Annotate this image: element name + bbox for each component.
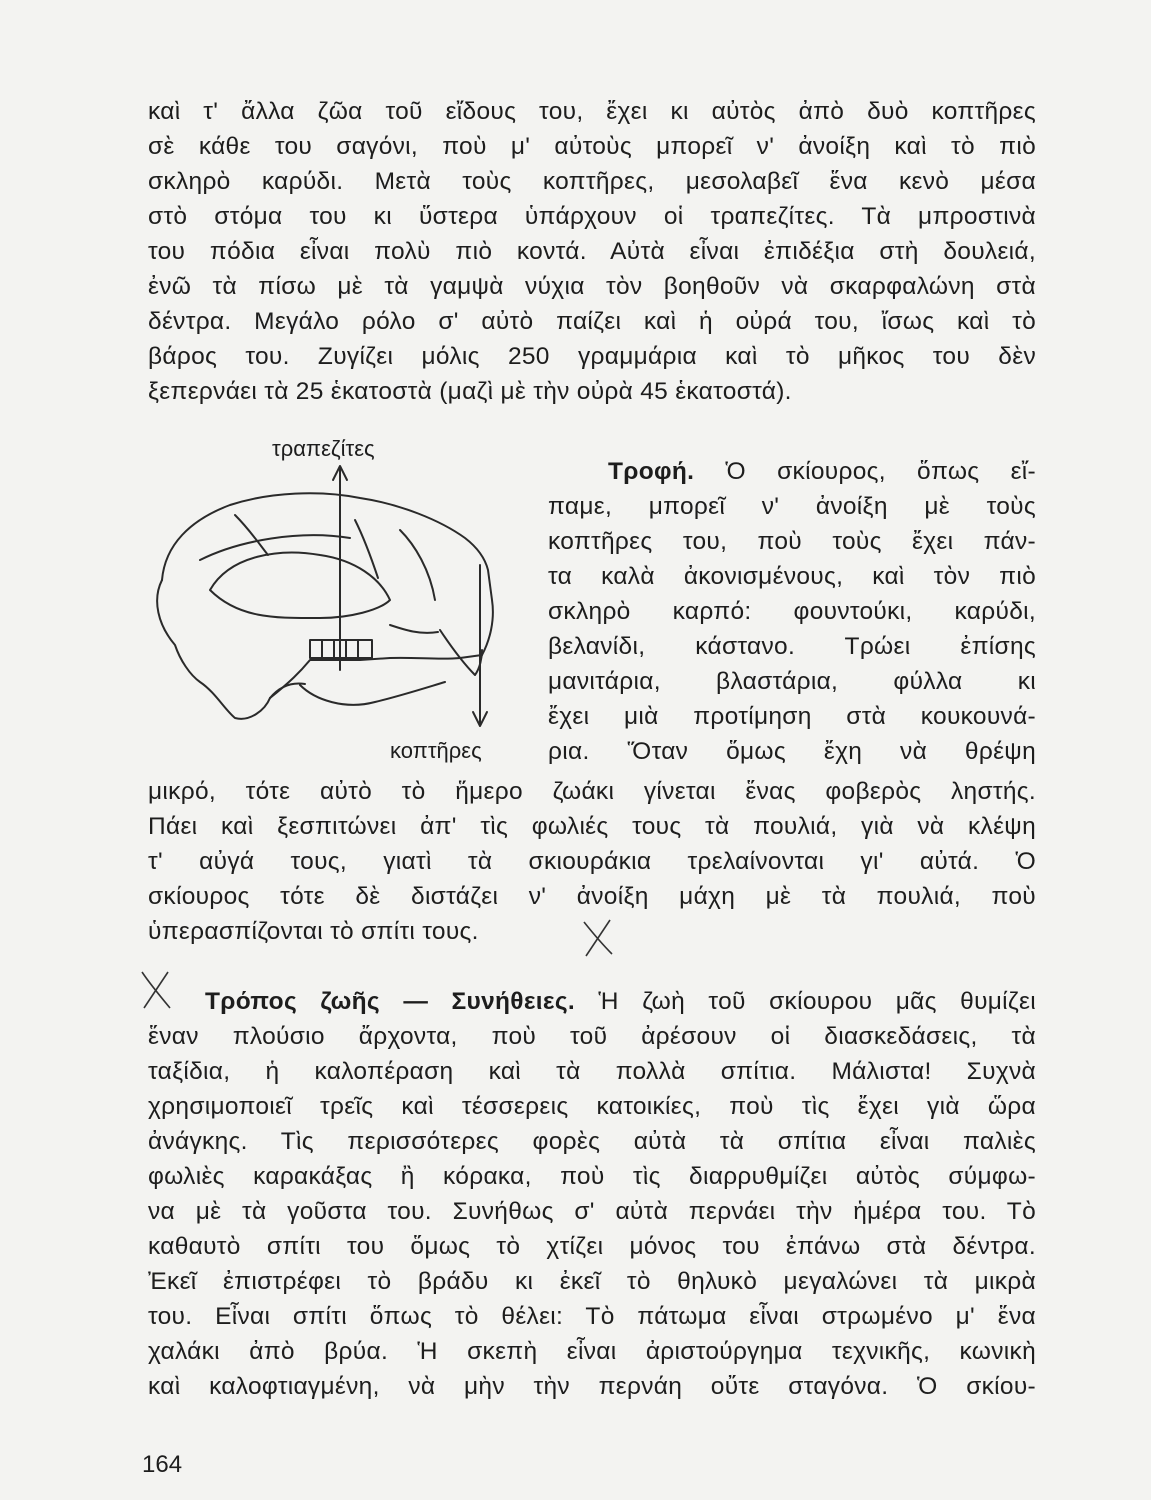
text-line: σκίουρος τότε δὲ διστάζει ν' ἀνοίξη μάχη μὲ τὰ πουλιά, ποὺ <box>148 883 1036 910</box>
text-line: του πόδια εἶναι πολὺ πιὸ κοντά. Αὐτὰ εἶναι ἐπιδέξια στὴ δουλειά, <box>148 238 1036 265</box>
text-line: σὲ κάθε του σαγόνι, ποὺ μ' αὐτοὺς μπορεῖ ν' ἀνοίξη καὶ τὸ πιὸ <box>148 133 1036 160</box>
text-line: τ' αὐγά τους, γιατὶ τὰ σκιουράκια τρελαίνονται γι' αὐτά. Ὁ <box>148 848 1036 875</box>
text-line: χρησιμοποιεῖ τρεῖς καὶ τέσσερεις κατοικίες, ποὺ τὶς ἔχει γιὰ ὥρα <box>148 1093 1036 1120</box>
text-line: καὶ καλοφτιαγμένη, νὰ μὴν τὴν περνάη οὔτε σταγόνα. Ὁ σκίου- <box>148 1373 1036 1400</box>
text-line: σκληρὸ καρπό: φουντούκι, καρύδι, <box>548 598 1036 625</box>
text-line: ξεπερνάει τὰ 25 ἑκατοστὰ (μαζὶ μὲ τὴν οὐρὰ 45 ἑκατοστά). <box>148 378 792 405</box>
text-line: βελανίδι, κάστανο. Τρώει ἐπίσης <box>548 633 1036 660</box>
text-line: παμε, μπορεῖ ν' ἀνοίξη μὲ τοὺς <box>548 493 1036 520</box>
text-line: ρια. Ὅταν ὅμως ἔχη νὰ θρέψη <box>548 738 1036 765</box>
text-line: στὸ στόμα του κι ὕστερα ὑπάρχουν οἱ τραπεζίτες. Τὰ μπροστινὰ <box>148 203 1036 230</box>
text-line: κοπτῆρες του, ποὺ τοὺς ἔχει πάν- <box>548 528 1036 555</box>
label-molars: τραπεζίτες <box>272 436 375 461</box>
text-line: καὶ τ' ἄλλα ζῶα τοῦ εἴδους του, ἔχει κι αὐτὸς ἀπὸ δυὸ κοπτῆρες <box>148 98 1036 125</box>
section-heading-food: Τροφή. <box>608 458 695 485</box>
text-line: του. Εἶναι σπίτι ὅπως τὸ θέλει: Τὸ πάτωμα εἶναι στρωμένο μ' ἕνα <box>148 1303 1036 1330</box>
skull-sketch <box>140 460 520 760</box>
label-incisors: κοπτῆρες <box>390 738 482 763</box>
text-line: Τρόπος ζωῆς — Συνήθειες. Ἡ ζωὴ τοῦ σκίουρου μᾶς θυμίζει <box>205 988 1036 1015</box>
text-line: Ἐκεῖ ἐπιστρέφει τὸ βράδυ κι ἐκεῖ τὸ θηλυκὸ μεγαλώνει τὰ μικρὰ <box>148 1268 1036 1295</box>
text-line: ἕναν πλούσιο ἄρχοντα, ποὺ τοῦ ἀρέσουν οἱ διασκεδάσεις, τὰ <box>148 1023 1036 1050</box>
text-line: καθαυτὸ σπίτι του ὅμως τὸ χτίζει μόνος του ἐπάνω στὰ δέντρα. <box>148 1233 1036 1260</box>
text-line: τα καλὰ ἀκονισμένους, καὶ τὸν πιὸ <box>548 563 1036 590</box>
text-line: ἐνῶ τὰ πίσω μὲ τὰ γαμψὰ νύχια τὸν βοηθοῦν νὰ σκαρφαλώνη στὰ <box>148 273 1036 300</box>
text-line: μανιτάρια, βλαστάρια, φύλλα κι <box>548 668 1036 695</box>
text-line: Τροφή. Ὁ σκίουρος, ὅπως εἴ- <box>608 458 1036 485</box>
text-line: σκληρὸ καρύδι. Μετὰ τοὺς κοπτῆρες, μεσολαβεῖ ἕνα κενὸ μέσα <box>148 168 1036 195</box>
text-line: χαλάκι ἀπὸ βρύα. Ἡ σκεπὴ εἶναι ἀριστούργημα τεχνικῆς, κωνικὴ <box>148 1338 1036 1365</box>
text-line: Πάει καὶ ξεσπιτώνει ἀπ' τὶς φωλιές τους τὰ πουλιά, γιὰ νὰ κλέψη <box>148 813 1036 840</box>
text-line: ἀνάγκης. Τὶς περισσότερες φορὲς αὐτὰ τὰ σπίτια εἶναι παλιὲς <box>148 1128 1036 1155</box>
text-line: μικρό, τότε αὐτὸ τὸ ἥμερο ζωάκι γίνεται ἕνας φοβερὸς ληστής. <box>148 778 1036 805</box>
handwritten-cross-mark <box>138 968 174 1010</box>
text-line: ταξίδια, ἡ καλοπέραση καὶ τὰ πολλὰ σπίτια. Μάλιστα! Συχνὰ <box>148 1058 1036 1085</box>
text-line: βάρος του. Ζυγίζει μόλις 250 γραμμάρια καὶ τὸ μῆκος του δὲν <box>148 343 1036 370</box>
text-line: δέντρα. Μεγάλο ρόλο σ' αὐτὸ παίζει καὶ ἡ οὐρά του, ἴσως καὶ τὸ <box>148 308 1036 335</box>
text-line: ἔχει μιὰ προτίμηση στὰ κουκουνά- <box>548 703 1036 730</box>
text-line: να μὲ τὰ γοῦστα του. Συνήθως σ' αὐτὰ περνάει τὴν ἡμέρα του. Τὸ <box>148 1198 1036 1225</box>
text-line: ὑπερασπίζονται τὸ σπίτι τους. <box>148 918 479 945</box>
page-number: 164 <box>142 1451 183 1478</box>
text-line: φωλιὲς καρακάξας ἢ κόρακα, ποὺ τὶς διαρρυθμίζει αὐτὸς σύμφω- <box>148 1163 1036 1190</box>
handwritten-cross-mark <box>580 918 616 958</box>
section-heading-way-of-life: Τρόπος ζωῆς — Συνήθειες. <box>205 988 575 1015</box>
